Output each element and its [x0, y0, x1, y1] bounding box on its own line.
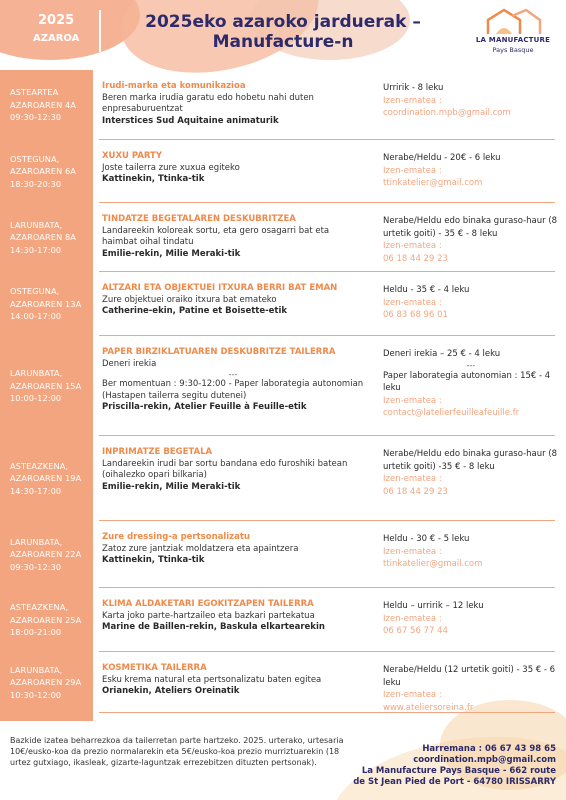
event-registration [383, 448, 559, 498]
event-row [0, 521, 566, 588]
month-label: AZAROA [33, 33, 80, 44]
event-row [0, 70, 566, 140]
event-details [102, 663, 364, 698]
registration-label: Izen-ematea : [383, 297, 442, 308]
event-date-line: AZAROAREN 29A [10, 677, 82, 687]
registration-contact[interactable]: 06 18 44 29 23 [383, 253, 448, 264]
event-date-line: AZAROAREN 13A [10, 298, 82, 309]
event-details [102, 214, 364, 260]
event-description: Landareekin koloreak sortu, eta gero osagarri bat eta haimbat oihal tindatu [102, 225, 330, 247]
event-row [0, 336, 566, 436]
event-details [102, 532, 364, 567]
event-host: Kattinekin, Ttinka-tik [102, 174, 205, 184]
membership-note: Bazkide izatea beharrezkoa da tailerretan parte hartzeko. 2025. urterako, urtesaria 10€/eusko-koa da prezio normalarekin eta 5€/eusko-koa prezio murriztuarekin (18 urtez gutxiago, ikasleak, gizarte-laguntzak errezebitzen dituzten pertsonak). [10, 736, 344, 767]
registration-contact[interactable]: 06 67 56 77 44 [383, 626, 448, 636]
event-host: Orianekin, Ateliers Oreinatik [102, 686, 240, 696]
registration-label: Izen-ematea : [383, 546, 442, 557]
event-host: Interstices Sud Aquitaine animaturik [102, 115, 279, 126]
event-date [10, 460, 90, 498]
event-host: Catherine-ekin, Patine et Boisette-etik [102, 306, 288, 316]
event-host: Priscilla-rekin, Atelier Feuille à Feuille-etik [102, 402, 307, 412]
logo-name: LA MANUFACTURE [475, 36, 551, 44]
event-details [102, 283, 364, 318]
event-host: Emilie-rekin, Milie Meraki-tik [102, 248, 241, 259]
event-host: Marine de Baillen-rekin, Baskula elkartearekin [102, 622, 325, 632]
event-date-line: ASTEAZKENA, [10, 460, 69, 471]
registration-contact[interactable]: 06 18 44 29 23 [383, 486, 448, 497]
event-price-info: Nerabe/Heldu (12 urtetik goiti) - 35 € - 6 leku [383, 665, 556, 688]
event-date-line: LARUNBATA, [10, 368, 63, 378]
registration-label: Izen-ematea : [383, 165, 442, 176]
event-registration [383, 533, 559, 571]
event-date [10, 664, 90, 702]
registration-contact[interactable]: contact@latelierfeuilleafeuille.fr [383, 408, 520, 418]
event-description: Joste tailerra zure xuxua egiteko [102, 162, 240, 173]
event-price-info-2: Paper laborategia autonomian : 15€ - 4 leku [383, 370, 551, 393]
event-date-line: 18:00-21:00 [10, 627, 62, 637]
event-title: PAPER BIRZIKLATUAREN DESKUBRITZE TAILERRA [102, 347, 336, 357]
event-registration [383, 600, 559, 638]
event-date [10, 601, 90, 639]
event-description: Esku krema natural eta pertsonalizatu baten egitea [102, 674, 322, 685]
event-date-line: 18:30-20:30 [10, 178, 62, 189]
divider [99, 10, 101, 52]
event-list [0, 70, 566, 713]
event-row [0, 436, 566, 521]
event-date-line: AZAROAREN 15A [10, 380, 82, 391]
event-price-info: Nerabe/Heldu edo binaka guraso-haur (8 urtetik goiti) -35 € - 8 leku [383, 449, 558, 472]
event-date-line: 10:00-12:00 [10, 393, 62, 403]
event-description: Zatoz zure jantziak moldatzera eta apaintzera [102, 543, 299, 554]
event-host: Kattinekin, Ttinka-tik [102, 555, 205, 565]
event-date-line: ASTEAZKENA, [10, 602, 69, 612]
event-description: Deneri irekia [102, 358, 157, 369]
event-row [0, 203, 566, 272]
registration-label: Izen-ematea : [383, 613, 442, 624]
registration-label: Izen-ematea : [383, 95, 442, 106]
registration-contact[interactable]: 06 83 68 96 01 [383, 310, 448, 320]
event-price-info: Heldu - 30 € - 5 leku [383, 534, 470, 544]
registration-contact[interactable]: ttinkatelier@gmail.com [383, 559, 483, 569]
event-date-line: LARUNBATA, [10, 664, 63, 675]
event-date-line: OSTEGUNA, [10, 153, 60, 164]
event-title: KOSMETIKA TAILERRA [102, 663, 207, 673]
event-date-line: OSTEGUNA, [10, 286, 60, 296]
registration-contact[interactable]: www.ateliersoreina.fr [383, 702, 474, 713]
event-date-line: 09:30-12:30 [10, 112, 62, 122]
event-date-line: 14:30-17:00 [10, 244, 62, 255]
event-registration [383, 82, 559, 120]
registration-label: Izen-ematea : [383, 690, 442, 700]
event-price-info: Heldu – urririk – 12 leku [383, 601, 484, 611]
logo-sub: Pays Basque [492, 46, 534, 54]
address-line-1: La Manufacture Pays Basque - 662 route [361, 766, 556, 776]
event-date [10, 219, 90, 257]
event-description: Karta joko parte-hartzaileo eta bazkari partekatua [102, 610, 315, 621]
header [0, 0, 566, 64]
event-date-line: ASTEARTEA [10, 87, 59, 97]
event-date [10, 153, 90, 191]
event-price-info: Deneri irekia – 25 € - 4 leku [383, 349, 501, 359]
page-title [118, 12, 448, 52]
event-date-line: AZAROAREN 19A [10, 473, 82, 483]
year-label: 2025 [38, 13, 75, 28]
event-date-line: 14:00-17:00 [10, 311, 62, 321]
event-date [10, 367, 90, 405]
event-title: KLIMA ALDAKETARI EGOKITZAPEN TAILERRA [102, 599, 314, 609]
event-description: Beren marka irudia garatu edo hobetu nahi duten enpresaburuentzat [102, 92, 314, 114]
contact-block [352, 744, 556, 788]
event-date-line: 09:30-12:30 [10, 561, 62, 572]
event-date-line: AZAROAREN 8A [10, 232, 77, 242]
event-details [102, 81, 364, 127]
registration-label: Izen-ematea : [383, 395, 442, 406]
event-price-info: Heldu - 35 € - 4 leku [383, 285, 470, 295]
event-date-line: AZAROAREN 22A [10, 549, 82, 559]
registration-contact[interactable]: ttinkatelier@gmail.com [383, 178, 483, 188]
event-date-line: LARUNBATA, [10, 536, 63, 547]
event-date-line: 14:30-17:00 [10, 485, 62, 496]
event-row [0, 140, 566, 203]
row-divider [99, 712, 555, 713]
address-line-2: de St Jean Pied de Port - 64780 IRISSARRY [353, 777, 556, 787]
title-line-1: 2025eko azaroko jarduerak – [145, 12, 421, 32]
event-details [102, 151, 364, 186]
event-date [10, 86, 90, 124]
event-date-line: 10:30-12:00 [10, 689, 62, 700]
event-title: XUXU PARTY [102, 151, 163, 161]
event-title: TINDATZE BEGETALAREN DESKUBRITZEA [102, 214, 296, 224]
event-price-info: Nerabe/Heldu - 20€ - 6 leku [383, 153, 501, 163]
event-details [102, 347, 364, 414]
event-row [0, 588, 566, 652]
logo [470, 8, 556, 58]
event-host: Emilie-rekin, Milie Meraki-tik [102, 481, 241, 492]
registration-label: Izen-ematea : [383, 241, 442, 251]
event-details [102, 447, 364, 493]
event-title: Zure dressing-a pertsonalizatu [102, 532, 250, 542]
event-details [102, 599, 364, 634]
registration-label: Izen-ematea : [383, 474, 442, 484]
event-date-line: LARUNBATA, [10, 219, 63, 230]
contact-email: coordination.mpb@gmail.com [413, 755, 556, 765]
event-title: ALTZARI ETA OBJEKTUEI ITXURA BERRI BAT EMAN [102, 283, 338, 293]
event-title: INPRIMATZE BEGETALA [102, 447, 213, 457]
event-date-line: AZAROAREN 6A [10, 166, 77, 176]
event-date-line: AZAROAREN 25A [10, 614, 82, 625]
event-registration [383, 664, 559, 714]
event-description: Landareekin irudi bar sortu bandana edo furoshiki batean (oihalezko opari bilkaria) [102, 458, 348, 480]
event-title: Irudi-marka eta komunikazioa [102, 81, 246, 91]
event-date-line: AZAROAREN 4A [10, 99, 77, 110]
event-description-2: Ber momentuan : 9:30-12:00 - Paper laborategia autonomian (Hastapen tailerra segitu dutenei) [102, 379, 364, 401]
event-registration [383, 348, 559, 420]
separator-dashes: --- [466, 360, 476, 370]
title-line-2: Manufacture-n [212, 32, 354, 52]
event-registration [383, 215, 559, 265]
event-price-info: Urririk - 8 leku [383, 83, 444, 93]
event-description: Zure objektuei oraiko itxura bat emateko [102, 294, 277, 305]
separator-dashes: --- [228, 370, 238, 379]
event-date [10, 536, 90, 574]
event-registration [383, 152, 559, 190]
event-date [10, 285, 90, 323]
event-row [0, 272, 566, 336]
event-row [0, 652, 566, 713]
event-price-info: Nerabe/Heldu edo binaka guraso-haur (8 urtetik goiti) - 35 € - 8 leku [383, 216, 558, 239]
contact-phone: Harremana : 06 67 43 98 65 [422, 744, 556, 754]
event-registration [383, 284, 559, 322]
registration-contact[interactable]: coordination.mpb@gmail.com [383, 108, 511, 118]
house-logo-icon [482, 8, 544, 36]
